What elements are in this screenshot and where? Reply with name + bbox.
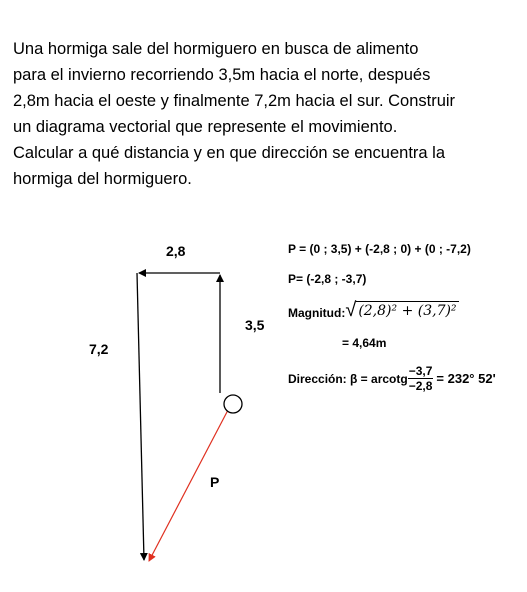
south-vector [137, 273, 144, 560]
north-label: 3,5 [245, 317, 265, 333]
magnitude-expression: (2,8)² + (3,7)² [358, 303, 457, 319]
magnitude-sqrt [345, 300, 458, 320]
direction-value: = 232° 52' [436, 371, 496, 386]
sqrt-icon: √ [345, 299, 357, 321]
direction-label: Dirección: β = arcotg [288, 371, 408, 386]
problem-line: para el invierno recorriendo 3,5m hacia el norte, después [13, 66, 431, 84]
fraction-numerator: −3,7 [408, 364, 433, 378]
problem-line: 2,8m hacia el oeste y finalmente 7,2m hacia el sur. Construir [13, 92, 456, 110]
problem-line: hormiga del hormiguero. [13, 170, 192, 188]
magnitude-value: = 4,64m [342, 336, 387, 350]
anthill-circle [224, 395, 242, 413]
west-label: 2,8 [166, 243, 186, 259]
magnitude-label: Magnitud: [288, 306, 346, 320]
resultant-label: P [210, 474, 220, 490]
result-vector: P= (-2,8 ; -3,7) [288, 272, 367, 286]
problem-line: Calcular a qué distancia y en que dirección se encuentra la [13, 144, 446, 162]
vector-sum: P = (0 ; 3,5) + (-2,8 ; 0) + (0 ; -7,2) [288, 242, 471, 256]
magnitude-row [288, 300, 459, 320]
south-label: 7,2 [89, 341, 109, 357]
problem-line: un diagrama vectorial que represente el movimiento. [13, 118, 398, 136]
fraction-denominator: −2,8 [408, 379, 433, 393]
direction-row [288, 364, 496, 393]
problem-line: Una hormiga sale del hormiguero en busca de alimento [13, 40, 419, 58]
direction-fraction [408, 364, 434, 393]
